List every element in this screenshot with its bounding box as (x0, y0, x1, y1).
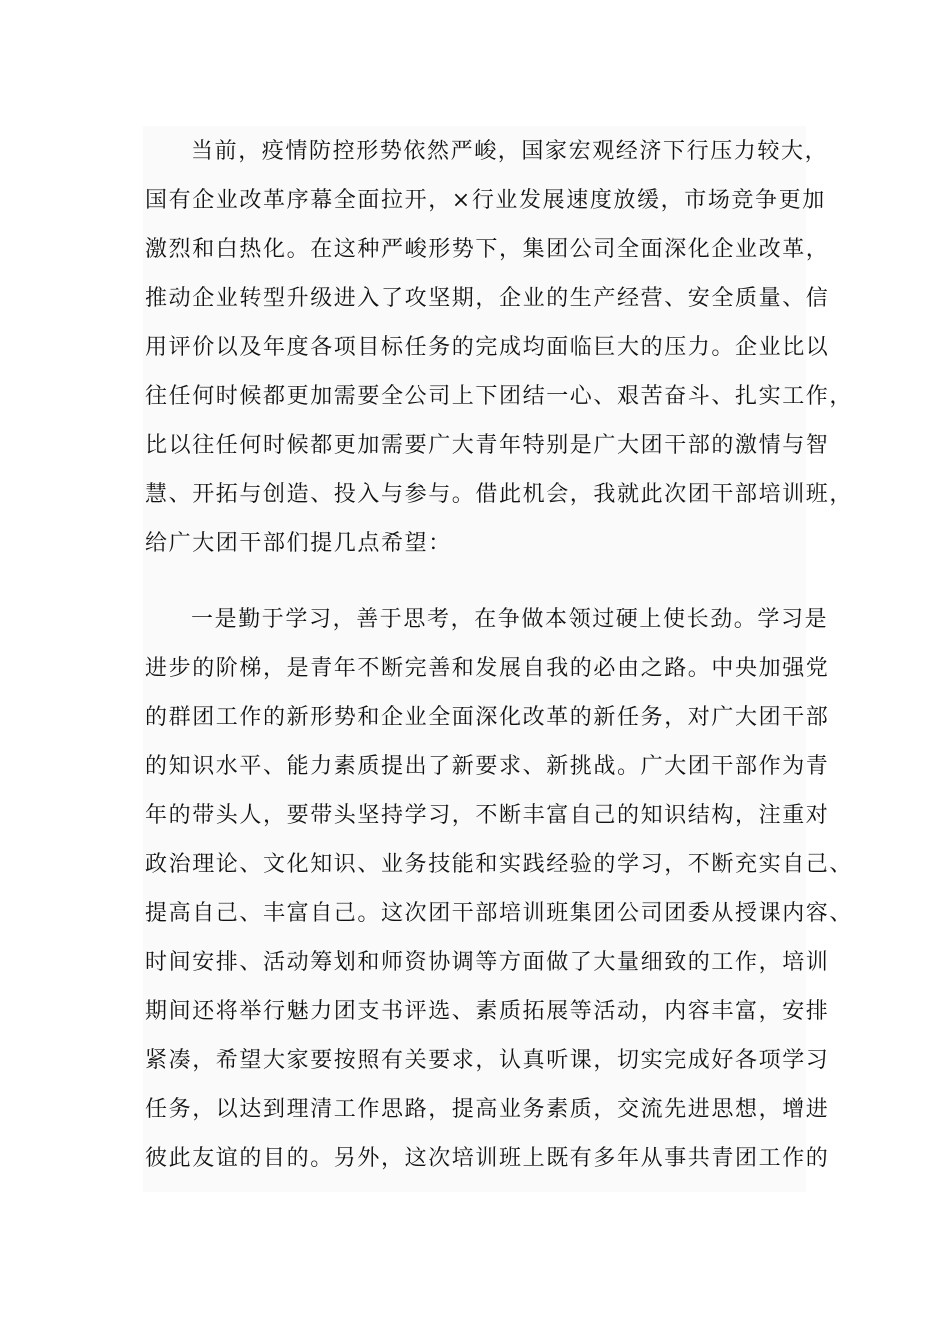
paragraph-2-line-5: 年的带头人，要带头坚持学习，不断丰富自己的知识结构，注重对 (145, 803, 830, 828)
paragraph-1-line-8: 慧、开拓与创造、投入与参与。借此机会，我就此次团干部培训班， (145, 482, 854, 507)
paragraph-2-line-11: 任务，以达到理清工作思路，提高业务素质，交流先进思想，增进 (145, 1097, 830, 1122)
paragraph-2-line-3: 的群团工作的新形势和企业全面深化改革的新任务，对广大团干部 (145, 705, 830, 730)
paragraph-2-line-4: 的知识水平、能力素质提出了新要求、新挑战。广大团干部作为青 (145, 754, 830, 779)
document-body (143, 126, 854, 1192)
paragraph-1-line-2: 国有企业改革序幕全面拉开，×行业发展速度放缓，市场竞争更加 (145, 188, 826, 213)
paragraph-2-line-6: 政治理论、文化知识、业务技能和实践经验的学习，不断充实自己、 (145, 852, 854, 877)
paragraph-2-line-1: 一是勤于学习，善于思考，在争做本领过硬上使长劲。学习是 (191, 607, 829, 632)
paragraph-1-line-6: 往任何时候都更加需要全公司上下团结一心、艰苦奋斗、扎实工作， (145, 384, 854, 409)
paragraph-2-line-7: 提高自己、丰富自己。这次团干部培训班集团公司团委从授课内容、 (145, 901, 854, 926)
paragraph-1-line-9: 给广大团干部们提几点希望： (145, 531, 452, 556)
paragraph-2-line-10: 紧凑，希望大家要按照有关要求，认真听课，切实完成好各项学习 (145, 1048, 830, 1073)
paragraph-2-line-12: 彼此友谊的目的。另外，这次培训班上既有多年从事共青团工作的 (145, 1146, 830, 1171)
paragraph-2-line-8: 时间安排、活动筹划和师资协调等方面做了大量细致的工作，培训 (145, 950, 830, 975)
paragraph-1-line-5: 用评价以及年度各项目标任务的完成均面临巨大的压力。企业比以 (145, 335, 830, 360)
paragraph-1-line-7: 比以往任何时候都更加需要广大青年特别是广大团干部的激情与智 (145, 433, 830, 458)
paragraph-2-line-2: 进步的阶梯，是青年不断完善和发展自我的必由之路。中央加强党 (145, 656, 830, 681)
paragraph-1-line-3: 激烈和白热化。在这种严峻形势下，集团公司全面深化企业改革， (145, 237, 830, 262)
paragraph-2-line-9: 期间还将举行魅力团支书评选、素质拓展等活动，内容丰富，安排 (145, 999, 830, 1024)
paragraph-1-line-1: 当前，疫情防控形势依然严峻，国家宏观经济下行压力较大， (191, 139, 829, 164)
paragraph-1-line-4: 推动企业转型升级进入了攻坚期，企业的生产经营、安全质量、信 (145, 286, 830, 311)
